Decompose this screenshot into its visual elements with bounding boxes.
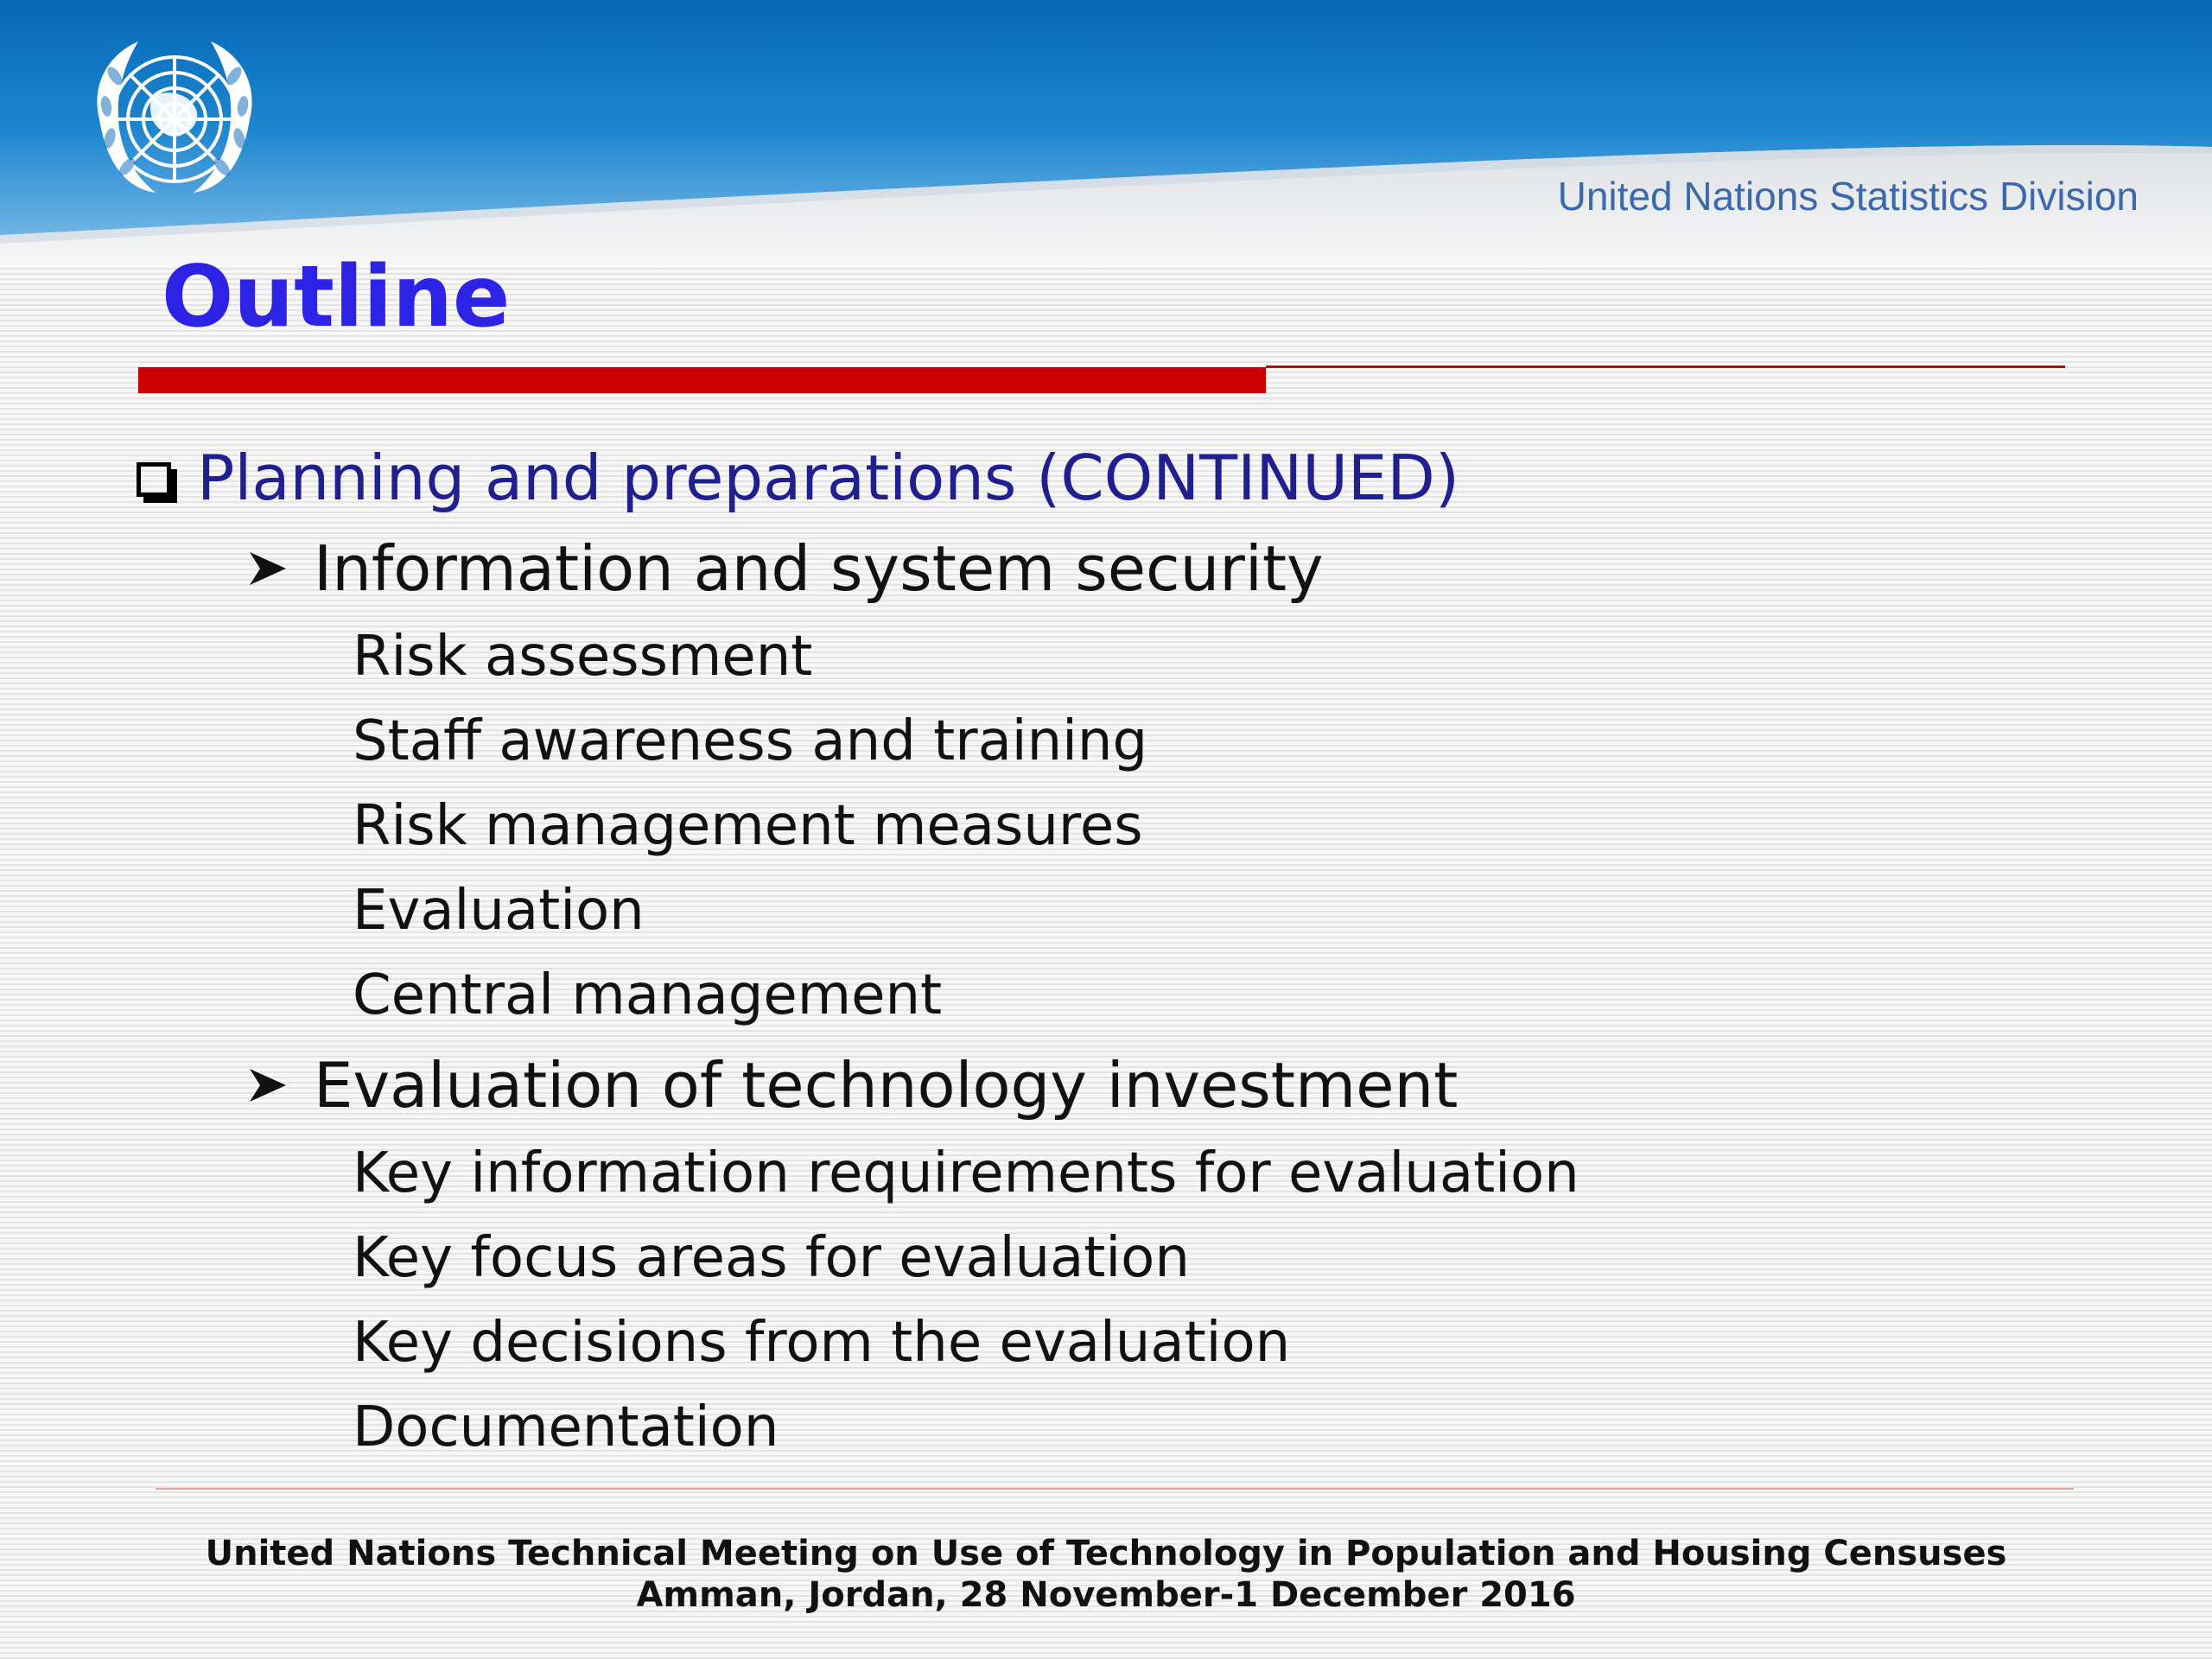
list-item: Documentation <box>353 1395 779 1459</box>
arrow-bullet-icon <box>246 1064 289 1107</box>
list-item: Key focus areas for evaluation <box>353 1226 1190 1290</box>
footer <box>0 1533 2212 1616</box>
title-rule-thick <box>138 367 1266 393</box>
footer-rule <box>156 1488 2074 1490</box>
page-title: Outline <box>162 248 511 346</box>
footer-line-1: United Nations Technical Meeting on Use of Technology in Population and Housing Censuses <box>205 1534 2007 1573</box>
list-item: Risk assessment <box>353 625 813 689</box>
outline-main-label: Planning and preparations (CONTINUED) <box>197 442 1459 514</box>
header-banner <box>0 0 2212 268</box>
title-rule-thin <box>1266 365 2065 368</box>
list-item: Staff awareness and training <box>353 709 1148 773</box>
list-item: Central management <box>353 963 943 1027</box>
arrow-bullet-icon <box>246 547 289 590</box>
section-heading-label: Information and system security <box>314 532 1324 605</box>
list-item: Key information requirements for evaluation <box>353 1141 1580 1205</box>
section-heading <box>246 1048 1458 1122</box>
division-name: United Nations Statistics Division <box>1557 174 2139 219</box>
un-emblem-icon <box>65 24 285 223</box>
section-heading-label: Evaluation of technology investment <box>314 1049 1459 1122</box>
section-heading <box>246 531 1324 606</box>
list-item: Evaluation <box>353 879 645 943</box>
checkbox-icon <box>137 462 171 497</box>
outline-main-item <box>137 441 1459 515</box>
list-item: Key decisions from the evaluation <box>353 1311 1291 1375</box>
footer-line-2: Amman, Jordan, 28 November-1 December 2016 <box>636 1575 1576 1615</box>
list-item: Risk management measures <box>353 794 1143 858</box>
